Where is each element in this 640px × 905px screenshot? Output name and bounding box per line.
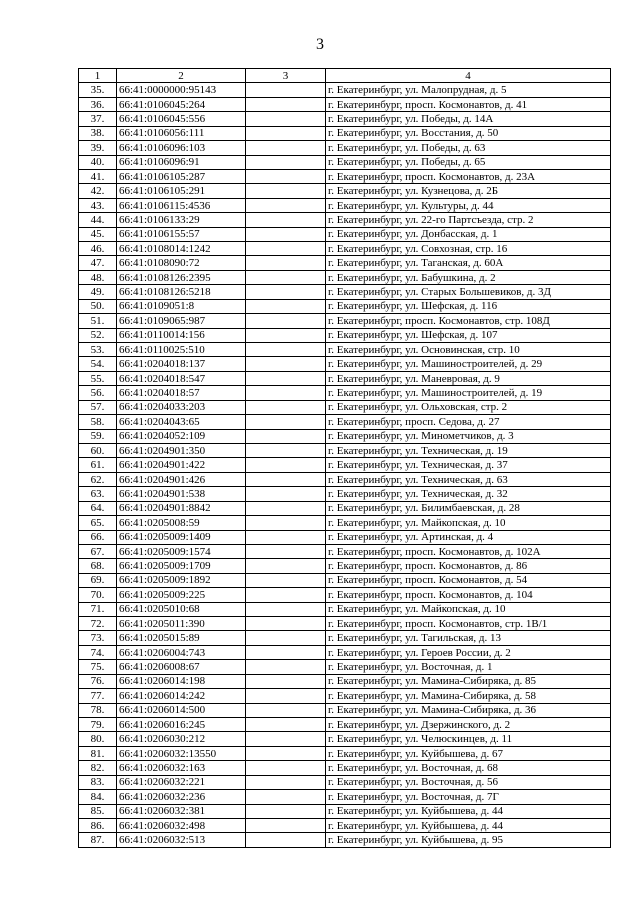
column-3-cell (246, 790, 326, 804)
row-number-cell: 35. (79, 83, 117, 97)
table-row (79, 415, 611, 429)
address-cell: г. Екатеринбург, ул. Челюскинцев, д. 11 (326, 732, 611, 746)
cadastral-number-cell: 66:41:0204052:109 (117, 429, 246, 443)
table-row (79, 227, 611, 241)
row-number-cell: 78. (79, 703, 117, 717)
row-number-cell: 57. (79, 400, 117, 414)
column-3-cell (246, 371, 326, 385)
cadastral-number-cell: 66:41:0206030:212 (117, 732, 246, 746)
address-cell: г. Екатеринбург, ул. Техническая, д. 32 (326, 487, 611, 501)
address-cell: г. Екатеринбург, ул. Культуры, д. 44 (326, 198, 611, 212)
cadastral-number-cell: 66:41:0106133:29 (117, 213, 246, 227)
column-header-1: 1 (79, 69, 117, 83)
cadastral-number-cell: 66:41:0106096:103 (117, 141, 246, 155)
row-number-cell: 42. (79, 184, 117, 198)
address-cell: г. Екатеринбург, ул. Победы, д. 65 (326, 155, 611, 169)
column-3-cell (246, 674, 326, 688)
table-row (79, 386, 611, 400)
cadastral-number-cell: 66:41:0106115:4536 (117, 198, 246, 212)
table-row (79, 674, 611, 688)
property-table (78, 68, 611, 848)
row-number-cell: 58. (79, 415, 117, 429)
column-3-cell (246, 761, 326, 775)
row-number-cell: 71. (79, 602, 117, 616)
column-3-cell (246, 458, 326, 472)
cadastral-number-cell: 66:41:0106105:287 (117, 169, 246, 183)
cadastral-number-cell: 66:41:0204033:203 (117, 400, 246, 414)
table-row (79, 732, 611, 746)
row-number-cell: 76. (79, 674, 117, 688)
address-cell: г. Екатеринбург, ул. Совхозная, стр. 16 (326, 242, 611, 256)
cadastral-number-cell: 66:41:0205009:1574 (117, 544, 246, 558)
row-number-cell: 52. (79, 328, 117, 342)
address-cell: г. Екатеринбург, ул. Техническая, д. 37 (326, 458, 611, 472)
cadastral-number-cell: 66:41:0206032:513 (117, 833, 246, 847)
column-3-cell (246, 242, 326, 256)
table-row (79, 371, 611, 385)
column-3-cell (246, 631, 326, 645)
cadastral-number-cell: 66:41:0206004:743 (117, 645, 246, 659)
cadastral-number-cell: 66:41:0206008:67 (117, 660, 246, 674)
table-row (79, 573, 611, 587)
table-row (79, 400, 611, 414)
cadastral-number-cell: 66:41:0108090:72 (117, 256, 246, 270)
row-number-cell: 60. (79, 443, 117, 457)
address-cell: г. Екатеринбург, ул. 22-го Партсъезда, стр. 2 (326, 213, 611, 227)
row-number-cell: 67. (79, 544, 117, 558)
cadastral-number-cell: 66:41:0205010:68 (117, 602, 246, 616)
row-number-cell: 56. (79, 386, 117, 400)
cadastral-number-cell: 66:41:0206032:221 (117, 775, 246, 789)
address-cell: г. Екатеринбург, просп. Космонавтов, стр. 108Д (326, 314, 611, 328)
row-number-cell: 74. (79, 645, 117, 659)
table-row (79, 184, 611, 198)
row-number-cell: 68. (79, 559, 117, 573)
cadastral-number-cell: 66:41:0108126:5218 (117, 285, 246, 299)
column-3-cell (246, 285, 326, 299)
table-row (79, 588, 611, 602)
row-number-cell: 39. (79, 141, 117, 155)
cadastral-number-cell: 66:41:0206032:13550 (117, 746, 246, 760)
column-3-cell (246, 818, 326, 832)
table-row (79, 746, 611, 760)
address-cell: г. Екатеринбург, ул. Шефская, д. 107 (326, 328, 611, 342)
address-cell: г. Екатеринбург, ул. Маневровая, д. 9 (326, 371, 611, 385)
table-row (79, 501, 611, 515)
column-3-cell (246, 833, 326, 847)
cadastral-number-cell: 66:41:0206014:198 (117, 674, 246, 688)
column-3-cell (246, 386, 326, 400)
column-3-cell (246, 689, 326, 703)
address-cell: г. Екатеринбург, ул. Восточная, д. 56 (326, 775, 611, 789)
column-header-4: 4 (326, 69, 611, 83)
column-3-cell (246, 357, 326, 371)
row-number-cell: 55. (79, 371, 117, 385)
table-row (79, 169, 611, 183)
address-cell: г. Екатеринбург, ул. Дзержинского, д. 2 (326, 717, 611, 731)
address-cell: г. Екатеринбург, ул. Мамина-Сибиряка, д. 85 (326, 674, 611, 688)
table-row (79, 458, 611, 472)
cadastral-number-cell: 66:41:0000000:95143 (117, 83, 246, 97)
table-row (79, 717, 611, 731)
column-3-cell (246, 443, 326, 457)
column-3-cell (246, 703, 326, 717)
column-3-cell (246, 472, 326, 486)
column-3-cell (246, 602, 326, 616)
table-row (79, 660, 611, 674)
address-cell: г. Екатеринбург, ул. Малопрудная, д. 5 (326, 83, 611, 97)
column-3-cell (246, 270, 326, 284)
row-number-cell: 77. (79, 689, 117, 703)
column-3-cell (246, 198, 326, 212)
table-row (79, 761, 611, 775)
address-cell: г. Екатеринбург, просп. Космонавтов, д. 104 (326, 588, 611, 602)
cadastral-number-cell: 66:41:0205009:225 (117, 588, 246, 602)
column-3-cell (246, 775, 326, 789)
column-3-cell (246, 400, 326, 414)
cadastral-number-cell: 66:41:0206032:163 (117, 761, 246, 775)
address-cell: г. Екатеринбург, ул. Техническая, д. 63 (326, 472, 611, 486)
row-number-cell: 86. (79, 818, 117, 832)
row-number-cell: 62. (79, 472, 117, 486)
row-number-cell: 81. (79, 746, 117, 760)
page-number: 3 (316, 36, 324, 53)
cadastral-number-cell: 66:41:0106045:264 (117, 97, 246, 111)
column-header-2: 2 (117, 69, 246, 83)
row-number-cell: 79. (79, 717, 117, 731)
column-3-cell (246, 227, 326, 241)
table-row (79, 256, 611, 270)
column-3-cell (246, 660, 326, 674)
column-3-cell (246, 415, 326, 429)
row-number-cell: 53. (79, 343, 117, 357)
row-number-cell: 66. (79, 530, 117, 544)
address-cell: г. Екатеринбург, ул. Минометчиков, д. 3 (326, 429, 611, 443)
cadastral-number-cell: 66:41:0108126:2395 (117, 270, 246, 284)
table-row (79, 790, 611, 804)
address-cell: г. Екатеринбург, ул. Восточная, д. 7Г (326, 790, 611, 804)
row-number-cell: 70. (79, 588, 117, 602)
row-number-cell: 75. (79, 660, 117, 674)
address-cell: г. Екатеринбург, ул. Мамина-Сибиряка, д. 36 (326, 703, 611, 717)
address-cell: г. Екатеринбург, просп. Космонавтов, д. 54 (326, 573, 611, 587)
address-cell: г. Екатеринбург, просп. Космонавтов, д. 86 (326, 559, 611, 573)
row-number-cell: 54. (79, 357, 117, 371)
address-cell: г. Екатеринбург, ул. Артинская, д. 4 (326, 530, 611, 544)
column-header-3: 3 (246, 69, 326, 83)
cadastral-number-cell: 66:41:0204901:350 (117, 443, 246, 457)
column-3-cell (246, 559, 326, 573)
address-cell: г. Екатеринбург, ул. Старых Большевиков, д. 3Д (326, 285, 611, 299)
table-row (79, 818, 611, 832)
cadastral-number-cell: 66:41:0206032:381 (117, 804, 246, 818)
row-number-cell: 61. (79, 458, 117, 472)
column-3-cell (246, 804, 326, 818)
column-3-cell (246, 112, 326, 126)
table-row (79, 472, 611, 486)
row-number-cell: 73. (79, 631, 117, 645)
row-number-cell: 38. (79, 126, 117, 140)
cadastral-number-cell: 66:41:0204901:422 (117, 458, 246, 472)
row-number-cell: 47. (79, 256, 117, 270)
column-3-cell (246, 717, 326, 731)
cadastral-number-cell: 66:41:0205009:1409 (117, 530, 246, 544)
cadastral-number-cell: 66:41:0205009:1709 (117, 559, 246, 573)
cadastral-number-cell: 66:41:0206032:236 (117, 790, 246, 804)
cadastral-number-cell: 66:41:0205015:89 (117, 631, 246, 645)
row-number-cell: 59. (79, 429, 117, 443)
row-number-cell: 51. (79, 314, 117, 328)
table-row (79, 112, 611, 126)
table-row (79, 343, 611, 357)
address-cell: г. Екатеринбург, ул. Победы, д. 14А (326, 112, 611, 126)
row-number-cell: 37. (79, 112, 117, 126)
column-3-cell (246, 487, 326, 501)
address-cell: г. Екатеринбург, ул. Восточная, д. 1 (326, 660, 611, 674)
table-row (79, 155, 611, 169)
row-number-cell: 69. (79, 573, 117, 587)
row-number-cell: 49. (79, 285, 117, 299)
address-cell: г. Екатеринбург, просп. Космонавтов, д. 41 (326, 97, 611, 111)
address-cell: г. Екатеринбург, просп. Седова, д. 27 (326, 415, 611, 429)
address-cell: г. Екатеринбург, просп. Космонавтов, д. 23А (326, 169, 611, 183)
address-cell: г. Екатеринбург, ул. Шефская, д. 116 (326, 299, 611, 313)
row-number-cell: 63. (79, 487, 117, 501)
column-3-cell (246, 126, 326, 140)
cadastral-number-cell: 66:41:0106105:291 (117, 184, 246, 198)
column-3-cell (246, 155, 326, 169)
address-cell: г. Екатеринбург, ул. Кузнецова, д. 2Б (326, 184, 611, 198)
cadastral-number-cell: 66:41:0204043:65 (117, 415, 246, 429)
table-row (79, 487, 611, 501)
column-3-cell (246, 299, 326, 313)
row-number-cell: 85. (79, 804, 117, 818)
table-row (79, 328, 611, 342)
row-number-cell: 87. (79, 833, 117, 847)
column-3-cell (246, 573, 326, 587)
column-3-cell (246, 530, 326, 544)
address-cell: г. Екатеринбург, ул. Тагильская, д. 13 (326, 631, 611, 645)
table-row (79, 141, 611, 155)
column-3-cell (246, 588, 326, 602)
table-row (79, 443, 611, 457)
column-3-cell (246, 732, 326, 746)
address-cell: г. Екатеринбург, ул. Куйбышева, д. 44 (326, 818, 611, 832)
column-3-cell (246, 645, 326, 659)
row-number-cell: 64. (79, 501, 117, 515)
address-cell: г. Екатеринбург, ул. Мамина-Сибиряка, д. 58 (326, 689, 611, 703)
cadastral-number-cell: 66:41:0204901:538 (117, 487, 246, 501)
column-3-cell (246, 256, 326, 270)
cadastral-number-cell: 66:41:0106155:57 (117, 227, 246, 241)
table-row (79, 429, 611, 443)
cadastral-number-cell: 66:41:0110025:510 (117, 343, 246, 357)
row-number-cell: 46. (79, 242, 117, 256)
address-cell: г. Екатеринбург, ул. Машиностроителей, д. 19 (326, 386, 611, 400)
cadastral-number-cell: 66:41:0110014:156 (117, 328, 246, 342)
address-cell: г. Екатеринбург, ул. Билимбаевская, д. 28 (326, 501, 611, 515)
table-row (79, 804, 611, 818)
table-row (79, 357, 611, 371)
address-cell: г. Екатеринбург, ул. Героев России, д. 2 (326, 645, 611, 659)
cadastral-number-cell: 66:41:0204018:57 (117, 386, 246, 400)
column-3-cell (246, 617, 326, 631)
column-3-cell (246, 184, 326, 198)
cadastral-number-cell: 66:41:0106096:91 (117, 155, 246, 169)
address-cell: г. Екатеринбург, ул. Таганская, д. 60А (326, 256, 611, 270)
row-number-cell: 50. (79, 299, 117, 313)
row-number-cell: 83. (79, 775, 117, 789)
address-cell: г. Екатеринбург, ул. Куйбышева, д. 44 (326, 804, 611, 818)
row-number-cell: 84. (79, 790, 117, 804)
cadastral-number-cell: 66:41:0206014:500 (117, 703, 246, 717)
row-number-cell: 80. (79, 732, 117, 746)
column-3-cell (246, 83, 326, 97)
table-row (79, 314, 611, 328)
table-row (79, 703, 611, 717)
column-3-cell (246, 169, 326, 183)
address-cell: г. Екатеринбург, просп. Космонавтов, стр. 1В/1 (326, 617, 611, 631)
table-row (79, 645, 611, 659)
cadastral-number-cell: 66:41:0108014:1242 (117, 242, 246, 256)
column-3-cell (246, 746, 326, 760)
table-row (79, 689, 611, 703)
table-row (79, 299, 611, 313)
address-cell: г. Екатеринбург, ул. Восстания, д. 50 (326, 126, 611, 140)
cadastral-number-cell: 66:41:0106056:111 (117, 126, 246, 140)
table-row (79, 544, 611, 558)
address-cell: г. Екатеринбург, ул. Бабушкина, д. 2 (326, 270, 611, 284)
table-row (79, 242, 611, 256)
table-row (79, 602, 611, 616)
column-3-cell (246, 314, 326, 328)
column-3-cell (246, 97, 326, 111)
column-3-cell (246, 429, 326, 443)
row-number-cell: 40. (79, 155, 117, 169)
address-cell: г. Екатеринбург, ул. Куйбышева, д. 67 (326, 746, 611, 760)
table-row (79, 285, 611, 299)
cadastral-number-cell: 66:41:0205008:59 (117, 516, 246, 530)
address-cell: г. Екатеринбург, ул. Майкопская, д. 10 (326, 602, 611, 616)
cadastral-number-cell: 66:41:0205009:1892 (117, 573, 246, 587)
table-row (79, 270, 611, 284)
address-cell: г. Екатеринбург, ул. Техническая, д. 19 (326, 443, 611, 457)
cadastral-number-cell: 66:41:0109065:987 (117, 314, 246, 328)
row-number-cell: 82. (79, 761, 117, 775)
row-number-cell: 45. (79, 227, 117, 241)
cadastral-number-cell: 66:41:0109051:8 (117, 299, 246, 313)
address-cell: г. Екатеринбург, ул. Основинская, стр. 10 (326, 343, 611, 357)
table-row (79, 97, 611, 111)
address-cell: г. Екатеринбург, ул. Куйбышева, д. 95 (326, 833, 611, 847)
table-row (79, 83, 611, 97)
cadastral-number-cell: 66:41:0204901:426 (117, 472, 246, 486)
address-cell: г. Екатеринбург, ул. Машиностроителей, д. 29 (326, 357, 611, 371)
column-3-cell (246, 141, 326, 155)
address-cell: г. Екатеринбург, ул. Донбасская, д. 1 (326, 227, 611, 241)
address-cell: г. Екатеринбург, ул. Майкопская, д. 10 (326, 516, 611, 530)
table-body (79, 83, 611, 847)
address-cell: г. Екатеринбург, просп. Космонавтов, д. 102А (326, 544, 611, 558)
table-row (79, 530, 611, 544)
cadastral-number-cell: 66:41:0204901:8842 (117, 501, 246, 515)
row-number-cell: 72. (79, 617, 117, 631)
address-cell: г. Екатеринбург, ул. Восточная, д. 68 (326, 761, 611, 775)
row-number-cell: 44. (79, 213, 117, 227)
row-number-cell: 41. (79, 169, 117, 183)
cadastral-number-cell: 66:41:0106045:556 (117, 112, 246, 126)
cadastral-number-cell: 66:41:0204018:137 (117, 357, 246, 371)
table-row (79, 617, 611, 631)
table-row (79, 213, 611, 227)
cadastral-number-cell: 66:41:0205011:390 (117, 617, 246, 631)
column-3-cell (246, 516, 326, 530)
row-number-cell: 48. (79, 270, 117, 284)
cadastral-number-cell: 66:41:0206014:242 (117, 689, 246, 703)
table-row (79, 198, 611, 212)
column-3-cell (246, 213, 326, 227)
row-number-cell: 65. (79, 516, 117, 530)
cadastral-number-cell: 66:41:0206032:498 (117, 818, 246, 832)
table-row (79, 631, 611, 645)
table-row (79, 833, 611, 847)
cadastral-number-cell: 66:41:0204018:547 (117, 371, 246, 385)
table-row (79, 516, 611, 530)
table-row (79, 126, 611, 140)
table-row (79, 559, 611, 573)
column-3-cell (246, 343, 326, 357)
cadastral-number-cell: 66:41:0206016:245 (117, 717, 246, 731)
column-3-cell (246, 501, 326, 515)
row-number-cell: 43. (79, 198, 117, 212)
column-3-cell (246, 328, 326, 342)
table-header-row (79, 69, 611, 83)
address-cell: г. Екатеринбург, ул. Победы, д. 63 (326, 141, 611, 155)
column-3-cell (246, 544, 326, 558)
row-number-cell: 36. (79, 97, 117, 111)
table-row (79, 775, 611, 789)
address-cell: г. Екатеринбург, ул. Ольховская, стр. 2 (326, 400, 611, 414)
